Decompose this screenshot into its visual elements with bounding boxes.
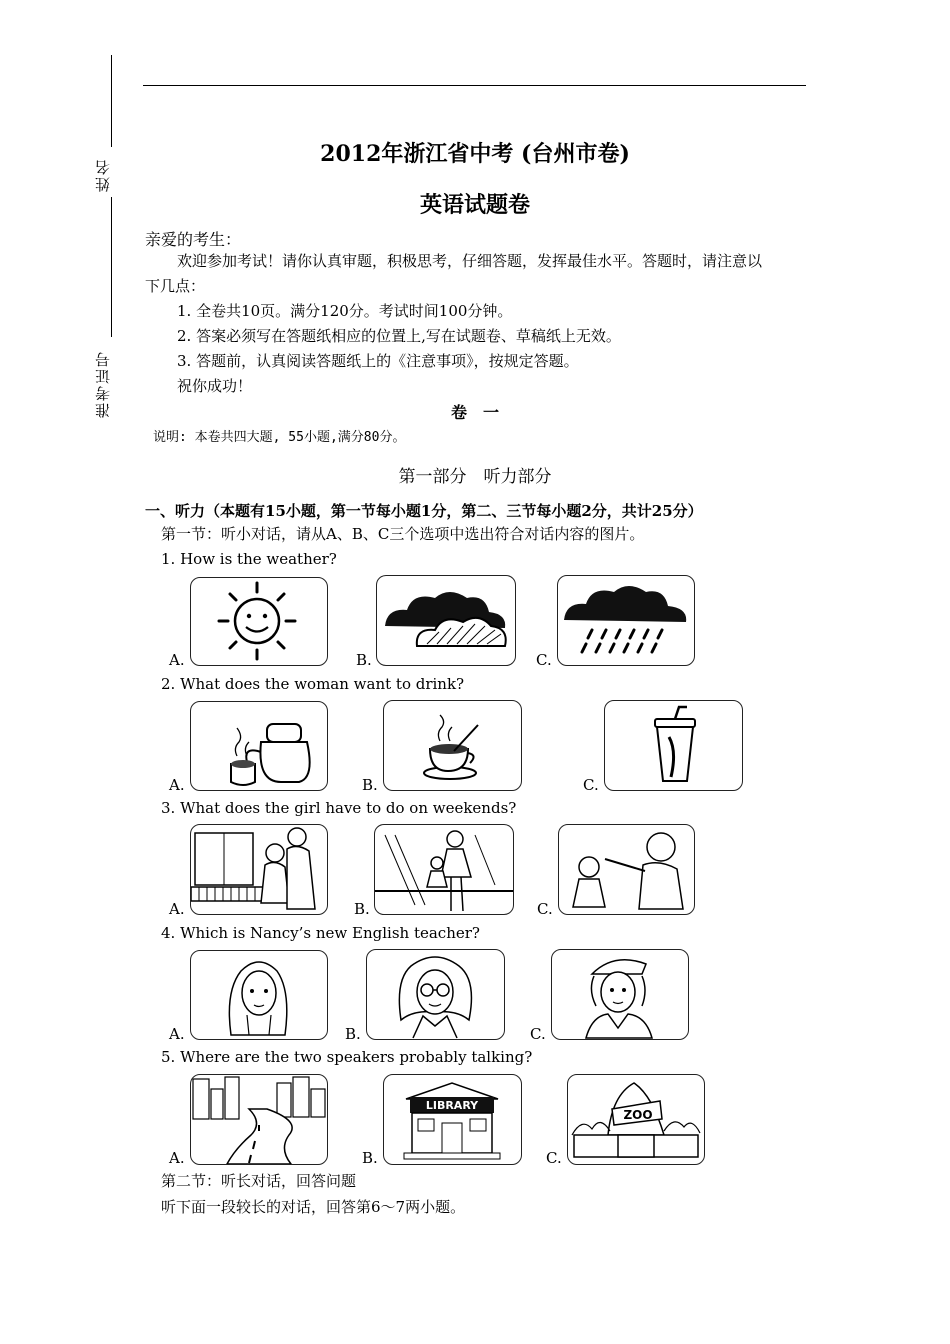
svg-text:LIBRARY: LIBRARY <box>425 1099 479 1112</box>
option-label-c: C. <box>537 900 553 918</box>
section-heading: 一、听力（本题有15小题，第一节每小题1分，第二、三节每小题2分，共计25分） <box>145 502 703 520</box>
page-title: 2012年浙江省中考 (台州市卷) <box>320 141 630 167</box>
volume-note: 说明: 本卷共四大题, 55小题,满分80分。 <box>153 430 406 445</box>
binding-line <box>111 55 112 147</box>
question-5: 5. Where are the two speakers probably talking? <box>161 1048 533 1066</box>
option-label-a: A. <box>169 1149 185 1167</box>
long-hair-woman-icon[interactable] <box>190 950 328 1040</box>
ballet-lesson-icon[interactable] <box>374 824 514 915</box>
welcome-line-1: 欢迎参加考试！请你认真审题，积极思考，仔细答题，发挥最佳水平。答题时，请注意以 <box>177 252 763 270</box>
section1-instruction: 第一节：听小对话，请从A、B、C三个选项中选出符合对话内容的图片。 <box>161 525 645 543</box>
option-label-b: B. <box>354 900 370 918</box>
rule-3: 3. 答题前，认真阅读答题纸上的《注意事项》，按规定答题。 <box>177 352 579 370</box>
part-title: 第一部分 听力部分 <box>398 467 552 487</box>
tea-pot-icon[interactable] <box>190 701 328 791</box>
option-label-c: C. <box>546 1149 562 1167</box>
option-label-b: B. <box>362 1149 378 1167</box>
question-3: 3. What does the girl have to do on weekends? <box>161 799 517 817</box>
svg-text:ZOO: ZOO <box>623 1108 653 1122</box>
question-4: 4. Which is Nancy’s new English teacher? <box>161 924 480 942</box>
section2-title: 第二节：听长对话，回答问题 <box>161 1172 357 1190</box>
option-label-b: B. <box>356 651 372 669</box>
header-rule <box>143 85 806 86</box>
page-subtitle: 英语试题卷 <box>419 192 530 218</box>
question-1: 1. How is the weather? <box>161 550 337 568</box>
option-label-a: A. <box>169 651 185 669</box>
good-luck: 祝你成功！ <box>177 377 253 395</box>
exam-id-label: 准考证号 <box>94 350 112 418</box>
zoo-icon[interactable] <box>567 1074 705 1165</box>
glasses-woman-icon[interactable] <box>366 949 505 1040</box>
road-icon[interactable] <box>190 1074 328 1165</box>
painting-lesson-icon[interactable] <box>558 824 695 915</box>
option-label-a: A. <box>169 776 185 794</box>
option-label-c: C. <box>530 1025 546 1043</box>
welcome-line-2: 下几点： <box>145 277 206 295</box>
section2-instruction: 听下面一段较长的对话，回答第6～7两小题。 <box>161 1198 466 1216</box>
option-label-a: A. <box>169 1025 185 1043</box>
greeting: 亲爱的考生： <box>145 230 242 249</box>
soda-cup-icon[interactable] <box>604 700 743 791</box>
option-label-a: A. <box>169 900 185 918</box>
name-label: 姓名 <box>94 158 112 192</box>
option-label-c: C. <box>536 651 552 669</box>
question-2: 2. What does the woman want to drink? <box>161 675 465 693</box>
sun-icon[interactable] <box>190 577 328 666</box>
option-label-b: B. <box>345 1025 361 1043</box>
hat-woman-icon[interactable] <box>551 949 689 1040</box>
rule-2: 2. 答案必须写在答题纸相应的位置上,写在试题卷、草稿纸上无效。 <box>177 327 621 345</box>
option-label-c: C. <box>583 776 599 794</box>
option-label-b: B. <box>362 776 378 794</box>
rule-1: 1. 全卷共10页。满分120分。考试时间100分钟。 <box>177 302 513 320</box>
library-icon[interactable] <box>383 1074 522 1165</box>
volume-title: 卷 一 <box>450 403 499 422</box>
piano-lesson-icon[interactable] <box>190 824 328 915</box>
cloudy-icon[interactable] <box>376 575 516 666</box>
rain-icon[interactable] <box>557 575 695 666</box>
coffee-cup-icon[interactable] <box>383 700 522 791</box>
